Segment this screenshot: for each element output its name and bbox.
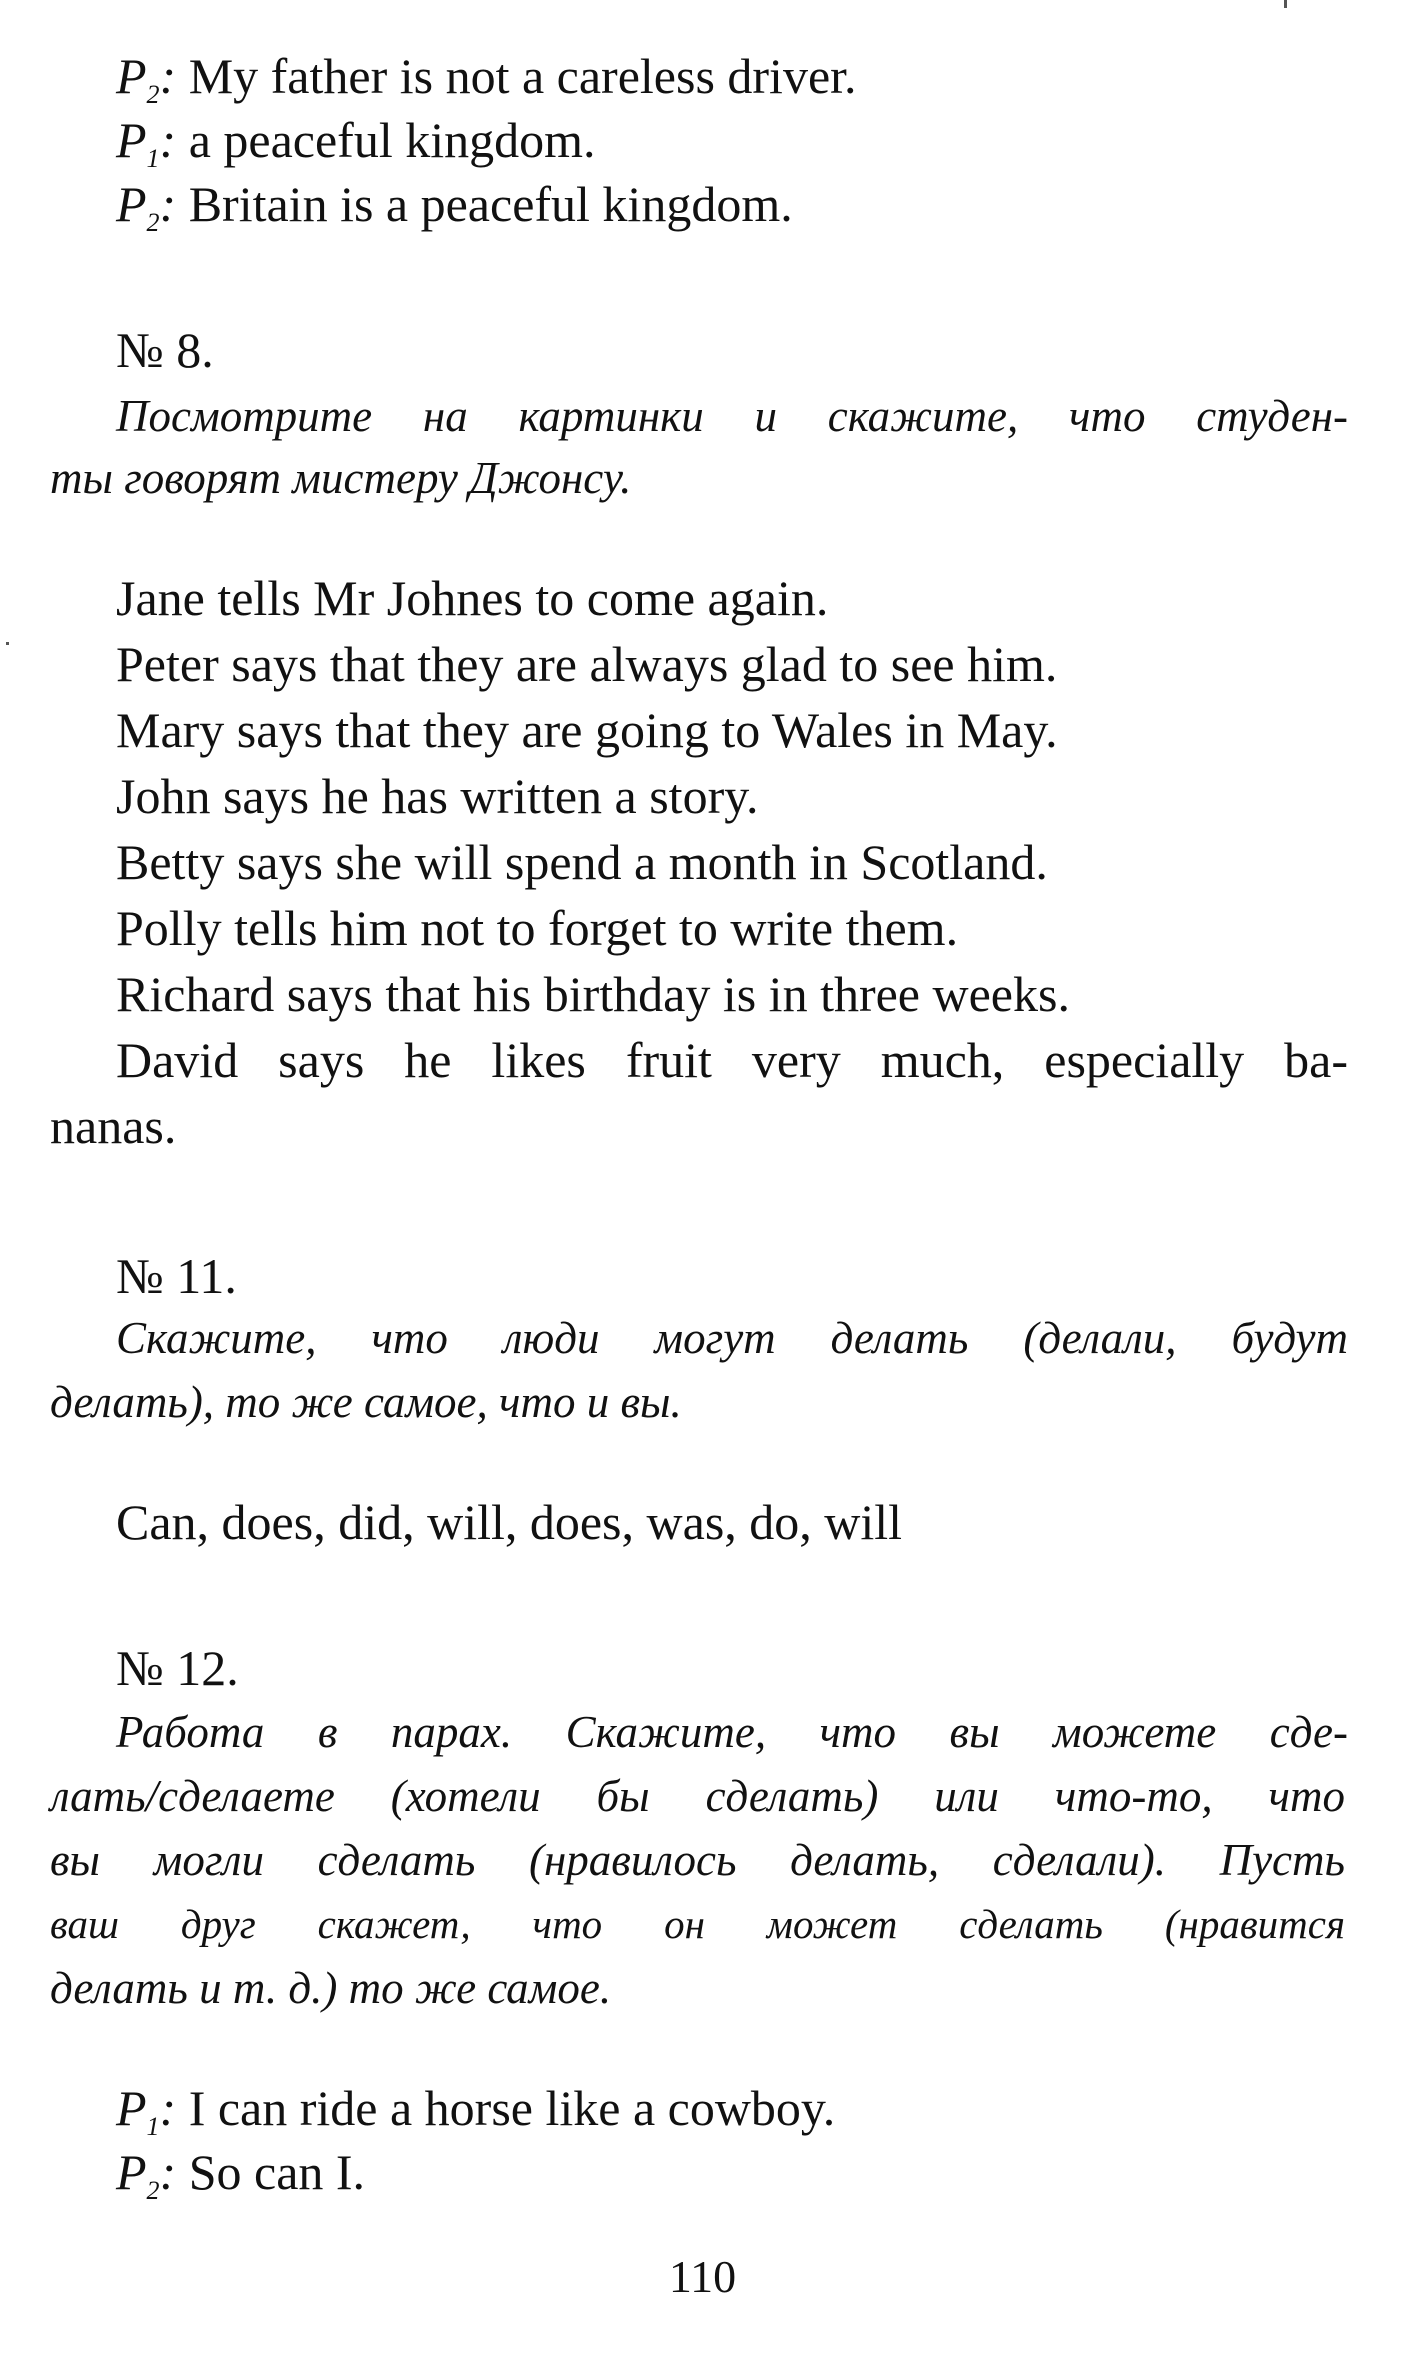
scan-speck (1284, 0, 1287, 8)
exercise-instruction: делать и т. д.) то же самое. (50, 1963, 612, 2013)
answer-line: Peter says that they are always glad to see him. (116, 636, 1058, 692)
dialogue-text: So can I. (188, 2144, 366, 2200)
exercise-number: № 8. (116, 322, 214, 378)
exercise-instruction: лать/сделаете (хотели бы сделать) или что-то, что (50, 1771, 1345, 1821)
exercise-number: № 11. (116, 1248, 237, 1304)
answer-line: Can, does, did, will, does, was, do, will (116, 1494, 903, 1550)
exercise-instruction: вы могли сделать (нравилось делать, сделали). Пусть (50, 1835, 1345, 1885)
exercise-instruction: ваш друг скажет, что он может сделать (нравится (50, 1901, 1345, 1947)
answer-line: Betty says she will spend a month in Scotland. (116, 834, 1048, 890)
exercise-instruction: Работа в парах. Скажите, что вы можете сде- (116, 1707, 1348, 1757)
speaker-label: $P_1$: (116, 112, 177, 173)
exercise-instruction: делать), то же самое, что и вы. (50, 1377, 682, 1427)
answer-line: Mary says that they are going to Wales in May. (116, 702, 1058, 758)
dialogue-text: Britain is a peaceful kingdom. (188, 176, 793, 232)
exercise-instruction: Посмотрите на картинки и скажите, что студен- (116, 391, 1348, 441)
answer-line: nanas. (50, 1098, 177, 1154)
dialogue-text: a peaceful kingdom. (188, 112, 596, 168)
page-number: 110 (668, 2251, 737, 2302)
dialogue-text: My father is not a careless driver. (188, 48, 857, 104)
exercise-instruction: Скажите, что люди могут делать (делали, будут (116, 1313, 1348, 1363)
answer-line: Jane tells Mr Johnes to come again. (116, 570, 829, 626)
speaker-label: $P_2$: (116, 48, 177, 109)
scan-speck (6, 642, 9, 645)
speaker-label: $P_2$: (116, 2144, 177, 2205)
exercise-instruction: ты говорят мистеру Джонсу. (50, 453, 632, 503)
answer-line: David says he likes fruit very much, especially ba- (116, 1032, 1348, 1088)
dialogue-text: I can ride a horse like a cowboy. (188, 2080, 836, 2136)
exercise-number: № 12. (116, 1640, 239, 1696)
answer-line: Richard says that his birthday is in three weeks. (116, 966, 1070, 1022)
answer-line: Polly tells him not to forget to write them. (116, 900, 959, 956)
dialogue-line (116, 2140, 1346, 2223)
dialogue-line (116, 172, 1346, 255)
speaker-label: $P_1$: (116, 2080, 177, 2141)
answer-line: John says he has written a story. (116, 768, 759, 824)
speaker-label: $P_2$: (116, 176, 177, 237)
